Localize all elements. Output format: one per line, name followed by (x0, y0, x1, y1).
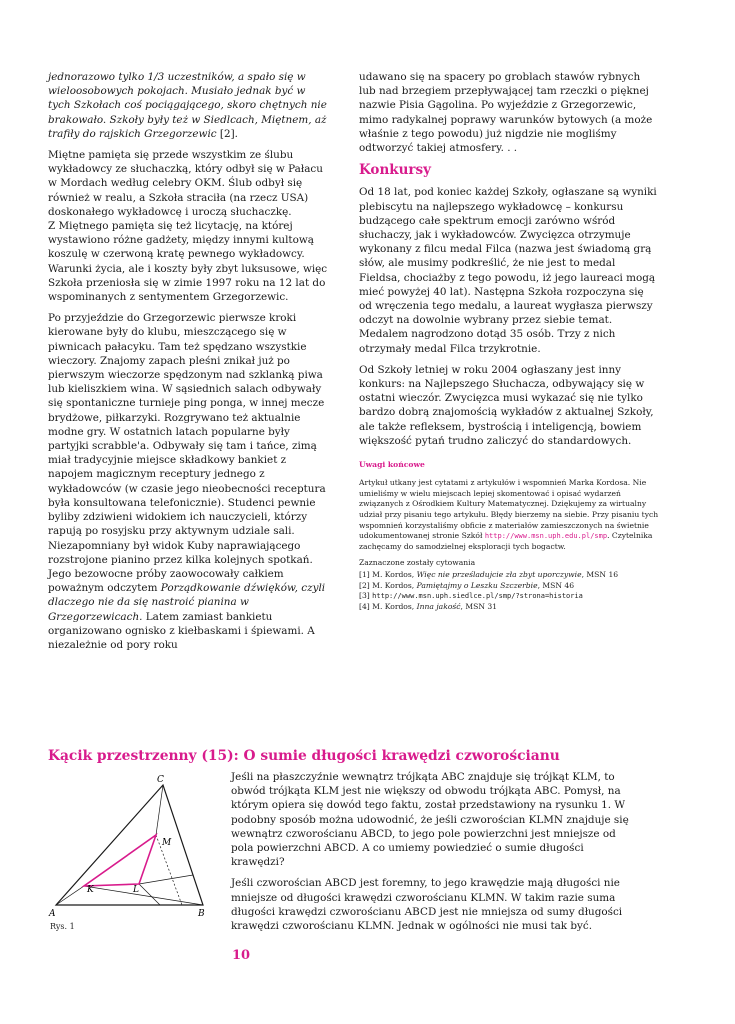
paragraph-auction-text: Z Miętnego pamięta się też licytację, na której wystawiono różne gadżety, między innymi kultową koszulę w czerwoną kratę pewnego wykładowcy. (48, 220, 314, 261)
page-number: 10 (232, 948, 251, 963)
label-l: L (133, 885, 139, 895)
reference-item (359, 581, 659, 592)
notes-heading: Uwagi końcowe (359, 460, 425, 470)
label-a: A (49, 909, 56, 919)
references-list (359, 570, 659, 612)
reference-item (359, 602, 659, 613)
helper-line (139, 875, 193, 884)
section-body (231, 770, 631, 940)
helper-line (139, 884, 160, 905)
reference-number: [1] (359, 570, 373, 580)
quote-paragraph (48, 70, 330, 141)
triangle-diagram (44, 772, 219, 922)
reference-source: , MSN 46 (537, 580, 575, 590)
reference-source: , MSN 31 (460, 601, 498, 611)
figure-triangle (44, 772, 219, 947)
reference-author: M. Kordos, (372, 580, 417, 590)
paragraph-wedding (48, 148, 330, 304)
label-k: K (87, 885, 94, 895)
reference-number: [3] (359, 591, 373, 601)
notes-text-end: . Czytelnika zachęcamy do samodzielnej eksploracji tych bogactw. (359, 531, 653, 551)
reference-title: Inna jakość (416, 601, 461, 611)
quote-text: jednorazowo tylko 1/3 uczestników, a spało się w wieloosobowych pokojach. Musiało jednak być w tych Szkołach coś pociągającego, skoro chętnych nie brakowało. Szkoły były też w Siedlcach, Miętnem, aż trafiły do rajskich Grzegorzewic (48, 71, 327, 140)
left-column (48, 70, 330, 659)
triangle-abc (56, 785, 203, 905)
section-paragraph-2: Jeśli czworościan ABCD jest foremny, to jego krawędzie mają długości nie mniejsze od długości krawędzi czworościanu KLMN. W takim razie suma długości krawędzi czworościanu ABCD jest nie mniejsza od sumy długości krawędzi czworościanu KLMN. Jednak w ogólności nie musi tak być. (231, 877, 623, 933)
reference-url[interactable]: http://www.msn.uph.siedlce.pl/smp/?strona=historia (372, 592, 583, 601)
paragraph-move-text: Warunki życia, ale i koszty były zbyt luksusowe, więc Szkoła przeniosła się w zimie 1997 roku na 12 lat do wspominanych z sentymentem Grzegorzewic. (48, 262, 328, 304)
reference-item (359, 591, 659, 602)
paragraph-walks: udawano się na spacery po groblach stawów rybnych lub nad brzegiem przepływającej tam rzeczki o pięknej nazwie Pisia Gągolina. Po wyjeździe z Grzegorzewic, mimo radykalnej poprawy warunków bytowych (a może właśnie z tego powodu) już nigdzie nie mogliśmy odtworzyć takiej atmosfery. . . (359, 71, 653, 155)
notes-text: Artykuł utkany jest cytatami z artykułów i wspomnień Marka Kordosa. Nie umieliśmy w wielu miejscach lepiej skomentować i opisać wydarzeń związanych z Ośrodkiem Kultury Matematycznej. Dziękujemy za wirtualny udział przy pisaniu tego artykułu. Błędy bierzemy na siebie. Przy pisaniu tych wspomnień korzystaliśmy obficie z materiałów zamieszczonych na świetnie udokumentowanej stronie Szkół (359, 478, 659, 541)
reference-source: , MSN 16 (581, 570, 619, 580)
reference-author: M. Kordos, (372, 570, 417, 580)
triangle-klm (84, 835, 156, 886)
label-b: B (198, 909, 205, 919)
paragraph-bonfire-text: Latem zamiast bankietu organizowano ognisko z kiełbaskami i śpiewami. A niezależnie od pory roku (48, 610, 315, 651)
reference-author: M. Kordos, (372, 601, 417, 611)
notes-paragraph (359, 478, 659, 552)
paragraph-club-text: Po przyjeździe do Grzegorzewic pierwsze kroki kierowane były do klubu, mieszczącego się w piwnicach pałacyku. Tam też spędzano wszystkie wieczory. Znajomy zapach pleśni znikał już po pierwszym wieczorze spędzonym nad szklanką piwa lub kieliszkiem wina. W sąsiednich salach odbywały się spontaniczne turnieje ping ponga, w innej mecze brydżowe, piłkarzyki. Rozgrywano też aktualnie modne gry. W ostatnich latach popularne były partyjki scrabble'a. Odbywały się tam i tańce, zimą miał tradycyjnie miejsce składkowy bankiet z napojem magicznym receptury jednego z wykładowców (w czasie jego nieobecności receptura była konsultowana telefonicznie). Studenci pewnie byliby zdziwieni widokiem ich nauczycieli, którzy rapują po rosyjsku przy aktywnym udziale sali. Niezapomniany był widok Kuby naprawiającego rozstrojone pianino przez kilka kolejnych spotkań. Jego bezowocne próby zaowocowały całkiem poważnym odczytem (48, 312, 326, 595)
section-title: Kącik przestrzenny (15): O sumie długości krawędzi czworościanu (48, 748, 560, 764)
reference-title: Więc nie prześladujcie zła zbyt uporczywie (416, 570, 582, 580)
paragraph-medal: Od 18 lat, pod koniec każdej Szkoły, ogłaszane są wyniki plebiscytu na najlepszego wykładowcę – konkursu budzącego całe spektrum emocji zarówno wśród słuchaczy, jak i wykładowców. Zwycięzca otrzymuje wykonany z filcu medal Filca (nazwa jest świadomą grą słów, ale musimy podkreślić, że nie jest to medal Fieldsa, chociażby z tego powodu, iż jego laureaci mogą mieć powyżej 40 lat). Następna Szkoła rozpoczyna się od wręczenia tego medalu, a laureat wygłasza pierwszy odczyt na dowolnie wybrany przez siebie temat. Medalem nagrodzono dotąd 35 osób. Trzy z nich otrzymały medal Filca trzykrotnie. (359, 186, 657, 355)
section-paragraph-1: Jeśli na płaszczyźnie wewnątrz trójkąta ABC znajduje się trójkąt KLM, to obwód trójkąta KLM jest nie większy od obwodu trójkąta ABC. Pomysł, na którym opiera się dowód tego faktu, został przedstawiony na rysunku 1. W podobny sposób można udowodnić, że jeśli czworościan KLMN znajduje się wewnątrz czworościanu ABCD, to jego pole powierzchni jest mniejsze od pola powierzchni ABCD. A co umiemy powiedzieć o sumie długości krawędzi? (231, 771, 629, 869)
references-heading: Zaznaczone zostały cytowania (359, 558, 476, 568)
lecture-title: Porządkowanie dźwięków, czyli dlaczego nie da się nastroić pianina w Grzegorzewicach. (48, 582, 326, 623)
paragraph-grzegorzewice (48, 311, 330, 652)
reference-item (359, 570, 659, 581)
label-c: C (157, 775, 164, 785)
quote-reference: [2]. (216, 127, 238, 140)
reference-title: Pamiętajmy o Leszku Szczerbie (416, 580, 538, 590)
figure-caption: Rys. 1 (50, 922, 75, 931)
right-column (359, 70, 659, 612)
paragraph-wedding-text: Miętne pamięta się przede wszystkim ze ślubu wykładowcy ze słuchaczką, który odbył się w Pałacu w Mordach według celebry OKM. Ślub odbył się również w realu, a Szkoła straciła (na rzecz USA) doskonałego wykładowcę i uroczą słuchaczkę. (48, 149, 323, 218)
notes-link[interactable]: http://www.msn.uph.edu.pl/smp (484, 532, 608, 541)
reference-number: [2] (359, 580, 373, 590)
section-heading-konkursy: Konkursy (359, 162, 431, 179)
reference-number: [4] (359, 601, 373, 611)
paragraph-best-listener: Od Szkoły letniej w roku 2004 ogłaszany jest inny konkurs: na Najlepszego Słuchacza, odbywający się w ostatni wieczór. Zwycięzca musi wykazać się nie tylko bardzo dobrą znajomością wykładów z aktualnej Szkoły, ale także refleksem, bystrością i inteligencją, bowiem większość pytań trudno zaliczyć do standardowych. (359, 363, 654, 447)
label-m: M (162, 838, 172, 848)
